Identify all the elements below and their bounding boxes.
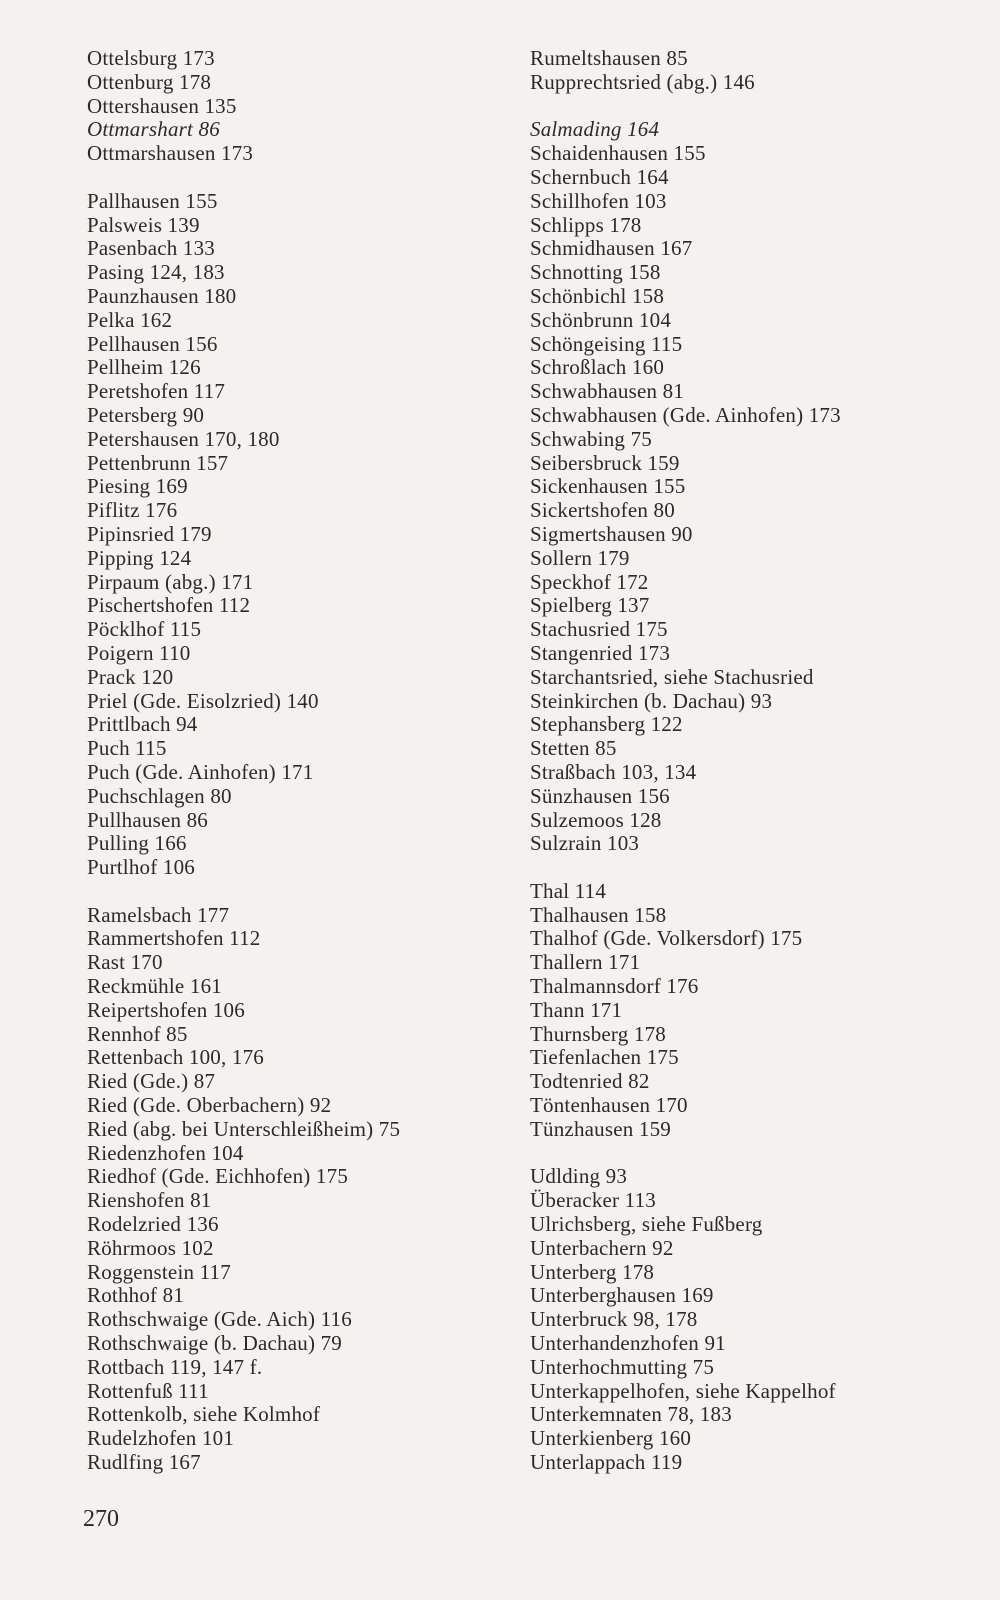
index-entry: Thalmannsdorf 176 xyxy=(530,974,699,999)
index-entry: Pöcklhof 115 xyxy=(87,617,202,642)
index-entry: Sickertshofen 80 xyxy=(530,498,675,523)
section-gap xyxy=(87,166,517,190)
index-entry: Unterkienberg 160 xyxy=(530,1426,692,1451)
index-entry: Töntenhausen 170 xyxy=(530,1093,688,1118)
index-entry: Pischertshofen 112 xyxy=(87,593,251,618)
index-entry: Rettenbach 100, 176 xyxy=(87,1045,265,1070)
index-entry: Purtlhof 106 xyxy=(87,855,195,880)
index-entry: Priel (Gde. Eisolzried) 140 xyxy=(87,688,319,713)
index-entry: Prack 120 xyxy=(87,664,174,689)
index-entry: Rothhof 81 xyxy=(87,1283,185,1308)
index-entry: Salmading 164 xyxy=(530,117,660,142)
index-entry: Paunzhausen 180 xyxy=(87,283,237,308)
index-entry: Puchschlagen 80 xyxy=(87,783,232,808)
index-entry: Pasing 124, 183 xyxy=(87,260,225,285)
section-gap xyxy=(530,856,970,880)
index-entry: Schwabhausen (Gde. Ainhofen) 173 xyxy=(530,402,841,427)
index-entry: Starchantsried, siehe Stachusried xyxy=(530,664,814,689)
index-entry: Rienshofen 81 xyxy=(87,1188,212,1213)
index-entry: Piflitz 176 xyxy=(87,498,178,523)
index-entry: Schöngeising 115 xyxy=(530,331,683,356)
index-entry: Poigern 110 xyxy=(87,640,191,665)
index-entry: Tünzhausen 159 xyxy=(530,1116,672,1141)
index-entry: Pirpaum (abg.) 171 xyxy=(87,569,254,594)
index-entry: Ottmarshart 86 xyxy=(87,117,220,142)
index-entry: Sigmertshausen 90 xyxy=(530,521,693,546)
index-entry: Pipping 124 xyxy=(87,545,192,570)
index-entry: Pallhausen 155 xyxy=(87,188,218,213)
index-entry: Piesing 169 xyxy=(87,474,188,499)
index-entry: Pullhausen 86 xyxy=(87,807,209,832)
index-entry: Rottbach 119, 147 f. xyxy=(87,1354,263,1379)
index-entry: Sickenhausen 155 xyxy=(530,474,686,499)
index-entry: Unterberg 178 xyxy=(530,1259,655,1284)
index-entry: Schwabhausen 81 xyxy=(530,379,685,404)
index-entry: Straßbach 103, 134 xyxy=(530,759,697,784)
index-entry: Stephansberg 122 xyxy=(530,712,683,737)
index-entry: Tiefenlachen 175 xyxy=(530,1045,679,1070)
index-entry: Stetten 85 xyxy=(530,736,617,761)
index-entry: Rammertshofen 112 xyxy=(87,926,261,951)
index-entry: Thalhausen 158 xyxy=(530,902,667,927)
index-entry: Reipertshofen 106 xyxy=(87,997,245,1022)
index-entry: Ottenburg 178 xyxy=(87,69,212,94)
index-entry: Schlipps 178 xyxy=(530,212,642,237)
index-entry: Speckhof 172 xyxy=(530,569,649,594)
index-entry: Pettenbrunn 157 xyxy=(87,450,229,475)
index-column-left xyxy=(87,47,517,1475)
index-entry: Ottmarshausen 173 xyxy=(87,141,254,166)
index-entry: Pasenbach 133 xyxy=(87,236,215,261)
index-entry: Schillhofen 103 xyxy=(530,188,667,213)
index-entry: Udlding 93 xyxy=(530,1164,628,1189)
index-entry: Ried (Gde.) 87 xyxy=(87,1069,216,1094)
index-entry: Rupprechtsried (abg.) 146 xyxy=(530,69,755,94)
index-entry: Thalhof (Gde. Volkersdorf) 175 xyxy=(530,926,803,951)
index-entry: Unterbruck 98, 178 xyxy=(530,1307,698,1332)
index-entry: Thann 171 xyxy=(530,997,623,1022)
index-entry: Rudelzhofen 101 xyxy=(87,1426,235,1451)
index-entry: Unterbachern 92 xyxy=(530,1235,674,1260)
index-entry: Puch 115 xyxy=(87,736,167,761)
index-entry: Riedhof (Gde. Eichhofen) 175 xyxy=(87,1164,349,1189)
index-entry: Palsweis 139 xyxy=(87,212,200,237)
index-entry: Sollern 179 xyxy=(530,545,630,570)
index-entry: Sünzhausen 156 xyxy=(530,783,670,808)
index-entry: Puch (Gde. Ainhofen) 171 xyxy=(87,759,314,784)
index-entry: Schwabing 75 xyxy=(530,426,652,451)
index-entry: Rothschwaige (Gde. Aich) 116 xyxy=(87,1307,352,1332)
index-entry: Ulrichsberg, siehe Fußberg xyxy=(530,1212,763,1237)
index-entry: Schönbichl 158 xyxy=(530,283,665,308)
index-entry: Roggenstein 117 xyxy=(87,1259,231,1284)
index-entry: Riedenzhofen 104 xyxy=(87,1140,244,1165)
index-entry: Unterhochmutting 75 xyxy=(530,1354,715,1379)
index-entry: Ottershausen 135 xyxy=(87,93,237,118)
page-number: 270 xyxy=(83,1506,119,1532)
index-entry: Schroßlach 160 xyxy=(530,355,665,380)
index-entry: Sulzrain 103 xyxy=(530,831,640,856)
index-entry: Rottenfuß 111 xyxy=(87,1378,209,1403)
index-entry: Schernbuch 164 xyxy=(530,164,669,189)
index-entry: Pellheim 126 xyxy=(87,355,201,380)
index-entry: Ried (abg. bei Unterschleißheim) 75 xyxy=(87,1116,401,1141)
index-entry: Rennhof 85 xyxy=(87,1021,188,1046)
index-entry: Ramelsbach 177 xyxy=(87,902,230,927)
index-entry: Rudlfing 167 xyxy=(87,1450,201,1475)
index-entry: Schmidhausen 167 xyxy=(530,236,693,261)
index-entry: Steinkirchen (b. Dachau) 93 xyxy=(530,688,773,713)
index-column-right xyxy=(530,47,970,1475)
index-entry: Pellhausen 156 xyxy=(87,331,218,356)
index-entry: Sulzemoos 128 xyxy=(530,807,662,832)
index-entry: Röhrmoos 102 xyxy=(87,1235,214,1260)
index-entry: Spielberg 137 xyxy=(530,593,650,618)
index-entry: Thal 114 xyxy=(530,878,607,903)
index-entry: Petershausen 170, 180 xyxy=(87,426,280,451)
index-entry: Überacker 113 xyxy=(530,1188,657,1213)
index-entry: Schnotting 158 xyxy=(530,260,661,285)
index-entry: Unterkappelhofen, siehe Kappelhof xyxy=(530,1378,836,1403)
index-entry: Todtenried 82 xyxy=(530,1069,650,1094)
index-entry: Unterkemnaten 78, 183 xyxy=(530,1402,732,1427)
index-entry: Petersberg 90 xyxy=(87,402,205,427)
index-entry: Seibersbruck 159 xyxy=(530,450,680,475)
index-entry: Pulling 166 xyxy=(87,831,187,856)
index-entry: Peretshofen 117 xyxy=(87,379,226,404)
index-entry: Unterlappach 119 xyxy=(530,1450,683,1475)
index-entry: Thallern 171 xyxy=(530,950,641,975)
index-entry: Stangenried 173 xyxy=(530,640,671,665)
section-gap xyxy=(530,1142,970,1166)
index-entry: Ottelsburg 173 xyxy=(87,46,215,70)
index-entry: Rottenkolb, siehe Kolmhof xyxy=(87,1402,321,1427)
index-entry: Prittlbach 94 xyxy=(87,712,198,737)
index-entry: Rodelzried 136 xyxy=(87,1212,219,1237)
index-entry: Pelka 162 xyxy=(87,307,173,332)
index-entry: Rast 170 xyxy=(87,950,163,975)
index-entry: Pipinsried 179 xyxy=(87,521,212,546)
section-gap xyxy=(87,880,517,904)
index-entry: Unterhandenzhofen 91 xyxy=(530,1331,726,1356)
index-entry: Rothschwaige (b. Dachau) 79 xyxy=(87,1331,342,1356)
index-entry: Rumeltshausen 85 xyxy=(530,46,688,70)
index-entry: Unterberghausen 169 xyxy=(530,1283,714,1308)
index-entry: Schönbrunn 104 xyxy=(530,307,672,332)
index-entry: Thurnsberg 178 xyxy=(530,1021,666,1046)
index-entry: Stachusried 175 xyxy=(530,617,668,642)
index-entry: Reckmühle 161 xyxy=(87,974,222,999)
index-entry: Ried (Gde. Oberbachern) 92 xyxy=(87,1093,332,1118)
index-entry: Schaidenhausen 155 xyxy=(530,141,706,166)
section-gap xyxy=(530,95,970,119)
